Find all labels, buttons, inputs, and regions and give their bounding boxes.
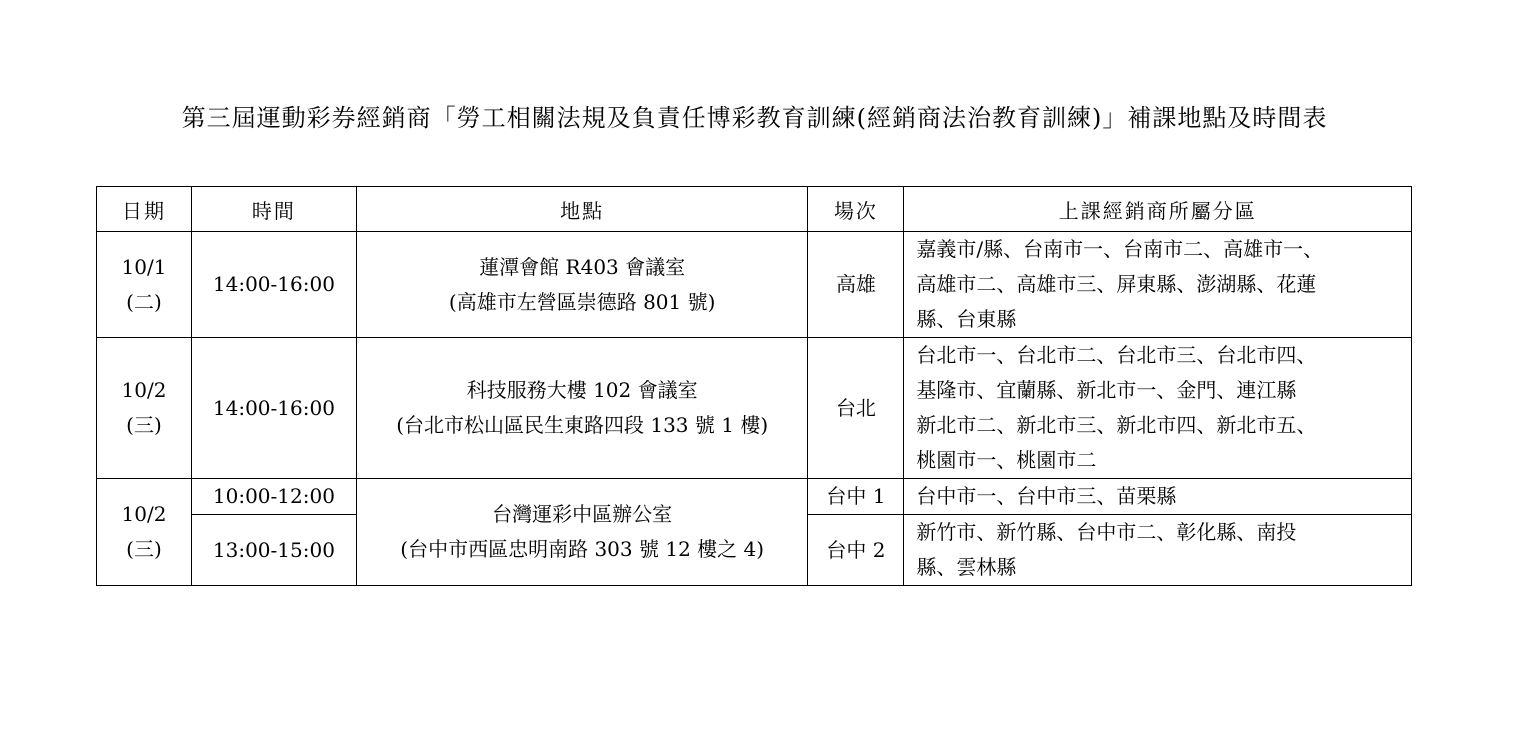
header-session: 場次 [808, 187, 904, 232]
time-cell: 14:00-16:00 [191, 338, 356, 479]
date: 10/2 [121, 378, 167, 402]
location-address: (台北市松山區民生東路四段 133 號 1 樓) [396, 413, 769, 437]
location-name: 台灣運彩中區辦公室 [492, 502, 673, 526]
session-cell: 台中 2 [808, 515, 904, 586]
district-line: 高雄市二、高雄市三、屏東縣、澎湖縣、花蓮 [916, 272, 1317, 296]
districts-cell [904, 338, 1412, 479]
session-cell: 台北 [808, 338, 904, 479]
district-line: 台北市一、台北市二、台北市三、台北市四、 [916, 343, 1317, 367]
header-districts: 上課經銷商所屬分區 [904, 187, 1412, 232]
time-cell: 10:00-12:00 [191, 479, 356, 515]
table-row [97, 479, 1412, 515]
date-cell [97, 338, 192, 479]
table-row [97, 232, 1412, 338]
weekday: (三) [126, 537, 162, 561]
district-line: 新竹市、新竹縣、台中市二、彰化縣、南投 [916, 520, 1297, 544]
header-row [97, 187, 1412, 232]
location-cell [356, 232, 808, 338]
location-cell [356, 338, 808, 479]
district-line: 桃園市一、桃園市二 [916, 448, 1097, 472]
schedule-table [96, 186, 1412, 586]
weekday: (三) [126, 413, 162, 437]
date-cell [97, 479, 192, 586]
weekday: (二) [126, 289, 162, 314]
district-line: 嘉義市/縣、台南市一、台南市二、高雄市一、 [916, 237, 1324, 261]
date-cell [97, 232, 192, 338]
districts-cell [904, 515, 1412, 586]
session-cell: 高雄 [808, 232, 904, 338]
date: 10/1 [121, 254, 167, 279]
district-line: 台中市一、台中市三、苗栗縣 [916, 484, 1177, 508]
table-row [97, 338, 1412, 479]
time-cell: 13:00-15:00 [191, 515, 356, 586]
location-name: 蓮潭會館 R403 會議室 [479, 254, 686, 279]
header-time: 時間 [191, 187, 356, 232]
date: 10/2 [121, 502, 167, 526]
district-line: 基隆市、宜蘭縣、新北市一、金門、連江縣 [916, 378, 1297, 402]
districts-cell [904, 479, 1412, 515]
location-cell [356, 479, 808, 586]
district-line: 新北市二、新北市三、新北市四、新北市五、 [916, 413, 1317, 437]
time-cell: 14:00-16:00 [191, 232, 356, 338]
header-date: 日期 [97, 187, 192, 232]
district-line: 縣、台東縣 [916, 307, 1017, 331]
location-address: (台中市西區忠明南路 303 號 12 樓之 4) [400, 537, 765, 561]
district-line: 縣、雲林縣 [916, 555, 1017, 579]
location-address: (高雄市左營區崇德路 801 號) [448, 289, 716, 314]
location-name: 科技服務大樓 102 會議室 [466, 378, 698, 402]
page-title: 第三屆運動彩券經銷商「勞工相關法規及負責任博彩教育訓練(經銷商法治教育訓練)」補課地點及時間表 [181, 104, 1328, 132]
districts-cell [904, 232, 1412, 338]
header-location: 地點 [356, 187, 808, 232]
session-cell: 台中 1 [808, 479, 904, 515]
